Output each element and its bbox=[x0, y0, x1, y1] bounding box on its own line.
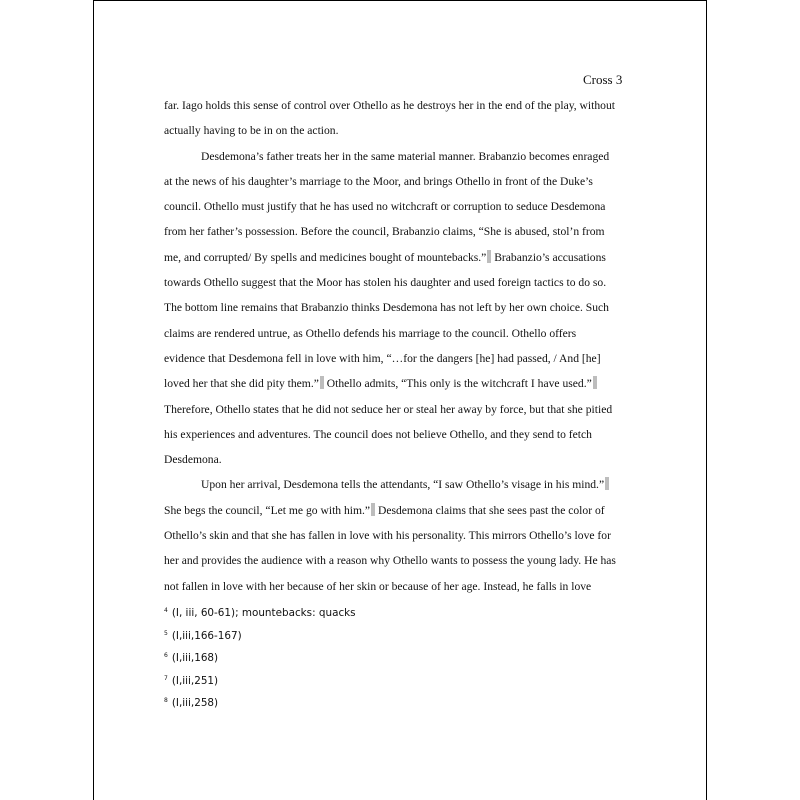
body-line bbox=[164, 245, 639, 270]
body-line: Desdemona. bbox=[164, 453, 222, 467]
body-line: claims are rendered untrue, as Othello defends his marriage to the council. Othello offers bbox=[164, 326, 577, 340]
body-line: her and provides the audience with a reason why Othello wants to possess the young lady. He has bbox=[164, 554, 616, 568]
body-segment: loved her that she did pity them.” bbox=[164, 377, 319, 391]
body-line: Desdemona’s father treats her in the same material manner. Brabanzio becomes enraged bbox=[201, 149, 610, 163]
footnote-number: 8 bbox=[164, 697, 168, 705]
body-line: council. Othello must justify that he has used no witchcraft or corruption to seduce Desdemona bbox=[164, 200, 606, 214]
body-line: from her father’s possession. Before the council, Brabanzio claims, “She is abused, stol’n from bbox=[164, 225, 605, 239]
footnote-text: (I,iii,258) bbox=[171, 697, 219, 710]
page-header: Cross 3 bbox=[583, 72, 623, 87]
footnote-number: 7 bbox=[164, 674, 168, 682]
body-line: actually having to be in on the action. bbox=[164, 124, 339, 138]
body-line bbox=[164, 498, 639, 523]
footnote-number: 5 bbox=[164, 629, 168, 637]
footnote-reference-marker[interactable] bbox=[593, 376, 597, 389]
body-line: at the news of his daughter’s marriage to the Moor, and brings Othello in front of the Duke’s bbox=[164, 174, 593, 188]
body-segment: Brabanzio’s accusations bbox=[491, 250, 606, 264]
footnote-text: (I,iii,166-167) bbox=[171, 629, 242, 642]
body-line: far. Iago holds this sense of control over Othello as he destroys her in the end of the play, without bbox=[164, 99, 615, 112]
footnote-text: (I,iii,251) bbox=[171, 674, 219, 687]
body-line: The bottom line remains that Brabanzio thinks Desdemona has not left by her own choice. Such bbox=[164, 301, 609, 315]
body-line: evidence that Desdemona fell in love with him, “…for the dangers [he] had passed, / And [he] bbox=[164, 351, 601, 365]
footnote bbox=[164, 645, 356, 668]
footnote-number: 6 bbox=[164, 652, 168, 660]
footnote bbox=[164, 690, 356, 713]
body-segment: me, and corrupted/ By spells and medicines bought of mountebacks.” bbox=[164, 250, 487, 264]
footnote-text: (I,iii,168) bbox=[171, 652, 219, 665]
footnote bbox=[164, 668, 356, 691]
body-segment: Desdemona claims that she sees past the color of bbox=[375, 503, 605, 517]
footnote bbox=[164, 600, 356, 623]
footnotes bbox=[164, 600, 356, 713]
body-line bbox=[164, 472, 639, 497]
body-segment: She begs the council, “Let me go with him.” bbox=[164, 503, 371, 517]
body-line: towards Othello suggest that the Moor has stolen his daughter and used foreign tactics to do so. bbox=[164, 276, 607, 290]
body-line: Therefore, Othello states that he did not seduce her or steal her away by force, but that she pitied bbox=[164, 402, 613, 416]
body-line: not fallen in love with her because of her skin or because of her age. Instead, he falls in love bbox=[164, 579, 592, 593]
body-text bbox=[164, 93, 639, 599]
body-line bbox=[164, 371, 639, 396]
footnote bbox=[164, 623, 356, 646]
footnote-reference-marker[interactable] bbox=[605, 477, 609, 490]
footnote-number: 4 bbox=[164, 607, 168, 614]
body-line: Othello’s skin and that she has fallen in love with his personality. This mirrors Othello’s love for bbox=[164, 529, 611, 543]
body-segment: Upon her arrival, Desdemona tells the attendants, “I saw Othello’s visage in his mind.” bbox=[201, 478, 605, 492]
footnote-text: (I, iii, 60-61); mountebacks: quacks bbox=[171, 607, 356, 619]
body-line: his experiences and adventures. The council does not believe Othello, and they send to fetch bbox=[164, 427, 592, 441]
body-segment: Othello admits, “This only is the witchcraft I have used.” bbox=[323, 377, 592, 391]
